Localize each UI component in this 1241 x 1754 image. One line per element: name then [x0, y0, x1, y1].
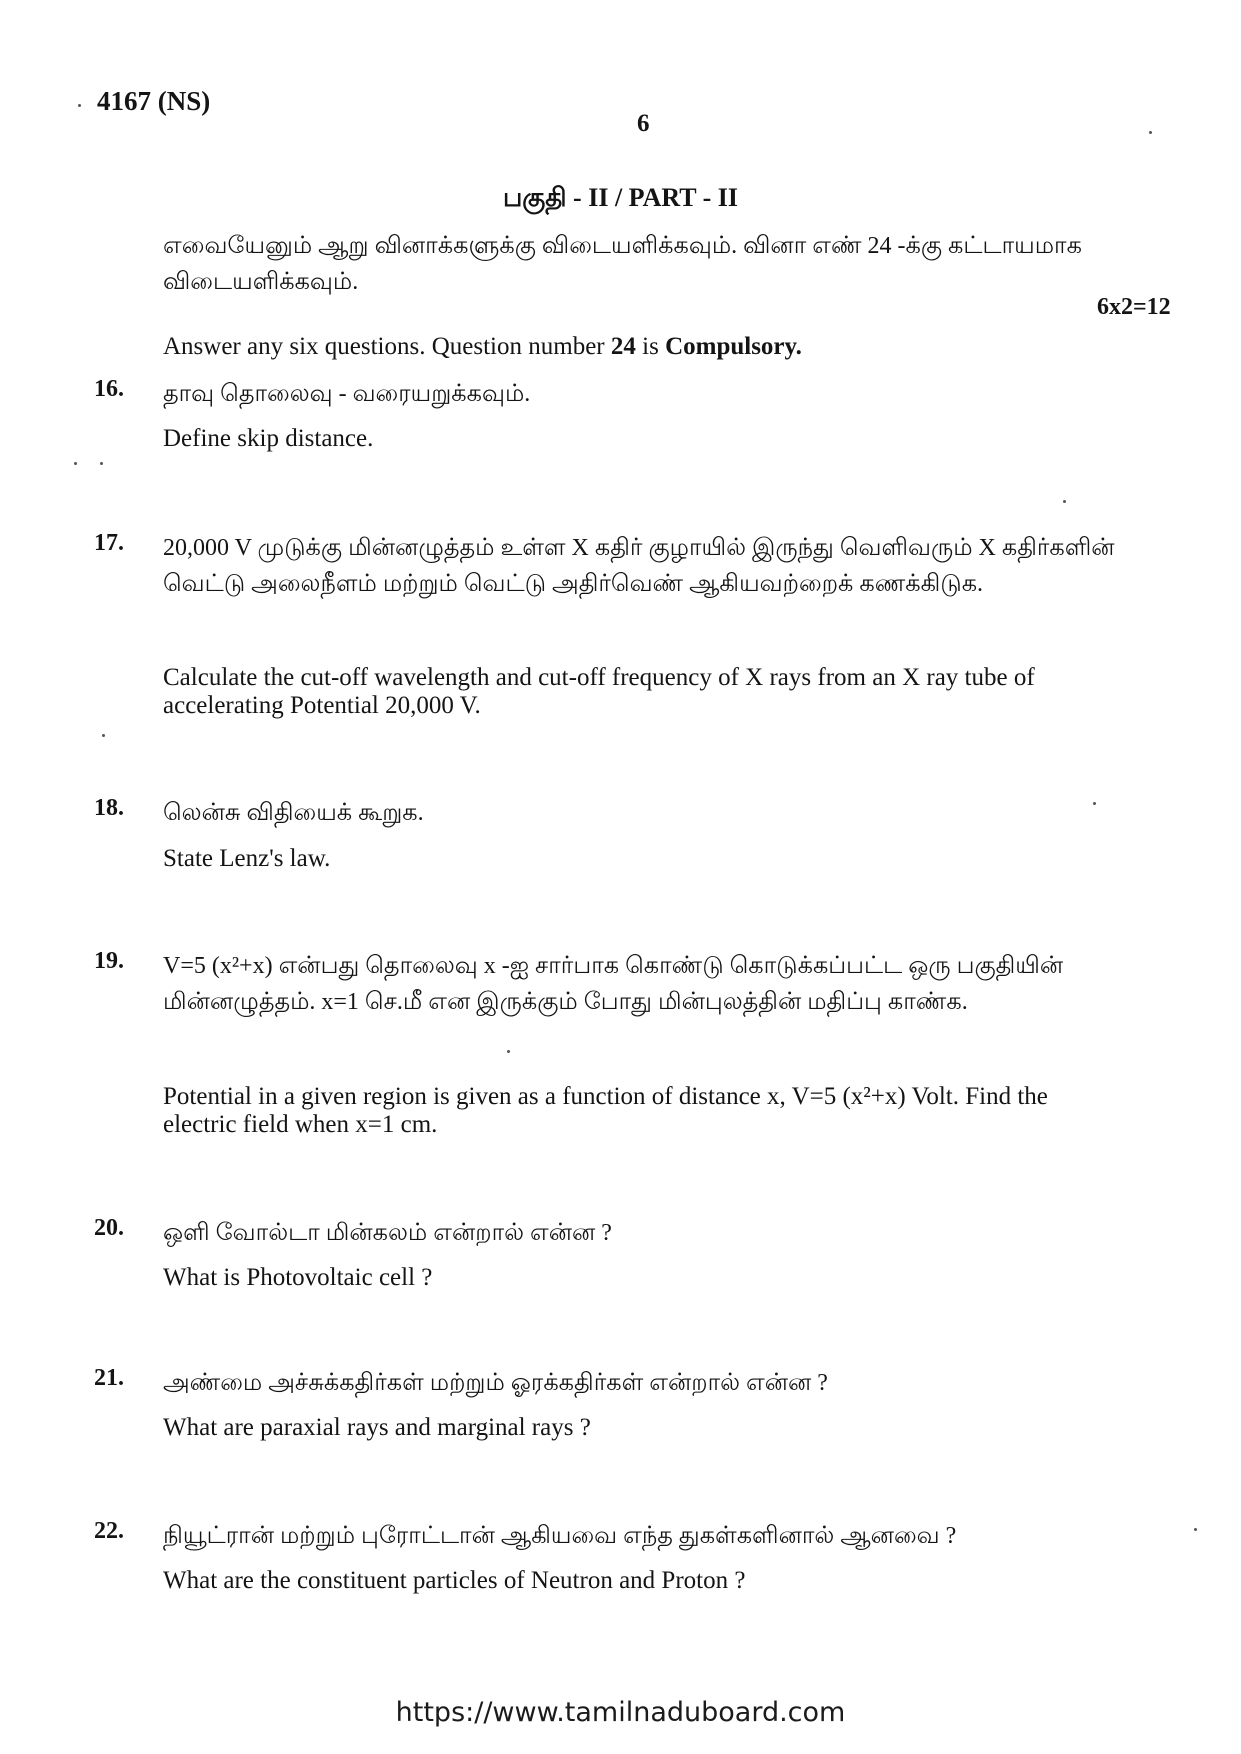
scan-speck [507, 1050, 510, 1053]
instructions-english-prefix: Answer any six questions. Question number [163, 333, 611, 360]
question-text-tamil: தாவு தொலைவு - வரையறுக்கவும். [163, 381, 531, 407]
question-number: 22. [94, 1518, 124, 1544]
question-number: 16. [94, 376, 124, 402]
instructions-english [163, 333, 802, 361]
scan-speck [1093, 802, 1096, 805]
question-text-tamil: V=5 (x²+x) என்பது தொலைவு x -ஐ சார்பாக கொண்டு கொடுக்கப்பட்ட ஒரு பகுதியின் மின்னழுத்தம். x=1 செ.மீ என இருக்கும் போது மின்புலத்தின் மதிப்பு காண்க. [163, 953, 1064, 1015]
scan-speck [1149, 131, 1152, 134]
question-text-tamil: 20,000 V முடுக்கு மின்னழுத்தம் உள்ள X கதிர் குழாயில் இருந்து வெளிவரும் X கதிர்களின் வெட்டு அலைநீளம் மற்றும் வெட்டு அதிர்வெண் ஆகியவற்றைக் கணக்கிடுக. [163, 535, 1115, 597]
question-text-english: Calculate the cut-off wavelength and cut-off frequency of X rays from an X ray tube of accelerating Potential 20,000 V. [163, 664, 1035, 719]
marks-allocation: 6x2=12 [1097, 294, 1171, 320]
question-number: 19. [94, 948, 124, 974]
part-title: பகுதி - II / PART - II [502, 183, 739, 212]
scan-speck [100, 462, 103, 465]
instructions-english-compulsory: Compulsory. [665, 333, 802, 360]
footer-url: https://www.tamilnaduboard.com [395, 1697, 846, 1728]
question-number: 18. [94, 795, 124, 821]
instructions-english-mid: is [635, 333, 666, 360]
scan-speck [74, 462, 77, 465]
question-text-tamil: லென்சு விதியைக் கூறுக. [163, 800, 424, 826]
question-text-english: What is Photovoltaic cell ? [163, 1264, 433, 1291]
question-number: 21. [94, 1365, 124, 1391]
instructions-tamil: எவையேனும் ஆறு வினாக்களுக்கு விடையளிக்கவும். வினா எண் 24 -க்கு கட்டாயமாக விடையளிக்கவும். [163, 233, 1082, 295]
scan-speck [1063, 500, 1066, 503]
page-number: 6 [637, 110, 650, 137]
scan-speck [102, 734, 105, 737]
question-text-english: Potential in a given region is given as a function of distance x, V=5 (x²+x) Volt. Find the electric field when x=1 cm. [163, 1083, 1048, 1138]
question-text-english: What are the constituent particles of Neutron and Proton ? [163, 1567, 746, 1594]
instructions-english-number: 24 [610, 333, 636, 360]
paper-code: 4167 (NS) [97, 86, 211, 116]
question-number: 20. [94, 1215, 124, 1241]
question-text-tamil: ஒளி வோல்டா மின்கலம் என்றால் என்ன ? [163, 1220, 612, 1246]
question-text-tamil: நியூட்ரான் மற்றும் புரோட்டான் ஆகியவை எந்த துகள்களினால் ஆனவை ? [163, 1523, 957, 1549]
question-text-english: What are paraxial rays and marginal rays ? [163, 1414, 591, 1441]
question-text-english: State Lenz's law. [163, 845, 331, 872]
scan-speck [78, 104, 81, 107]
question-text-english: Define skip distance. [163, 425, 374, 452]
question-number: 17. [94, 530, 124, 556]
question-text-tamil: அண்மை அச்சுக்கதிர்கள் மற்றும் ஓரக்கதிர்கள் என்றால் என்ன ? [163, 1370, 828, 1396]
scan-speck [1194, 1528, 1197, 1531]
